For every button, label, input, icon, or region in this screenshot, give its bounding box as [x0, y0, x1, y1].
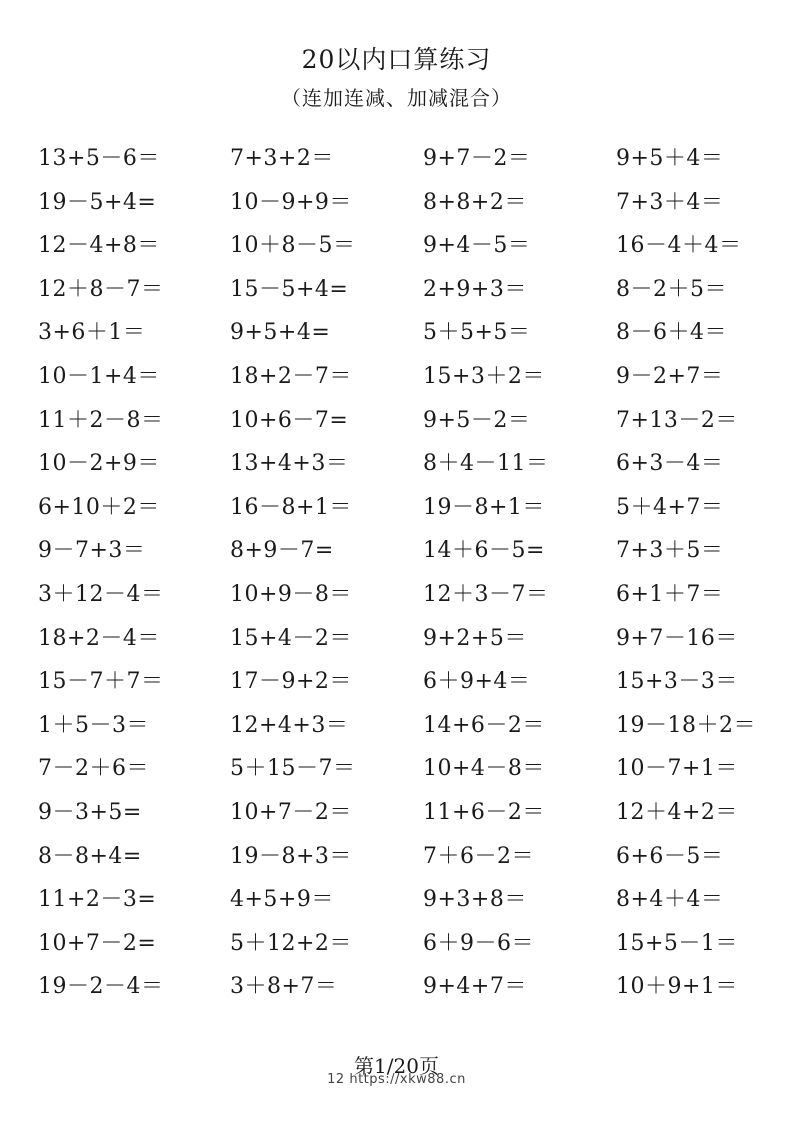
- math-problem: 11+6－2＝: [423, 799, 545, 825]
- math-problem: 7+3＋5＝: [616, 538, 724, 564]
- math-problem: 9－2+7＝: [616, 363, 724, 389]
- math-problem: 15+3＋2＝: [423, 363, 545, 389]
- math-problem: 15+3－3＝: [616, 669, 738, 695]
- math-problem: 9－3+5=: [38, 799, 142, 825]
- math-problem: 5＋4+7＝: [616, 494, 724, 520]
- math-problem: 6＋9－6＝: [423, 930, 534, 956]
- math-problem: 12＋4+2＝: [616, 799, 738, 825]
- math-problem: 8＋4－11＝: [423, 451, 549, 477]
- page-number: 第1/20页: [354, 1054, 439, 1078]
- math-problem: 5＋5+5＝: [423, 320, 531, 346]
- math-problem: 5＋15－7＝: [230, 756, 356, 782]
- math-problem: 9+5－2＝: [423, 407, 531, 433]
- math-problem: 9+5＋4＝: [616, 146, 724, 171]
- math-problem: 9+4－5＝: [423, 233, 531, 259]
- math-problem: 10－2+9＝: [38, 451, 160, 477]
- math-problem: 11+2－3=: [38, 887, 157, 913]
- math-problem: 18+2－4＝: [38, 625, 160, 651]
- page-title: 20以内口算练习: [301, 45, 492, 74]
- math-problem: 7+3＋4＝: [616, 189, 724, 215]
- math-problem: 9－7+3＝: [38, 538, 146, 564]
- math-problem: 10－7+1＝: [616, 756, 738, 782]
- math-problem: 3+6＋1＝: [38, 320, 146, 346]
- math-problem: 5＋12+2＝: [230, 930, 352, 956]
- math-problem: 16－4＋4＝: [616, 233, 742, 259]
- math-problem: 18+2－7＝: [230, 363, 352, 389]
- math-problem: 10＋8－5＝: [230, 233, 356, 259]
- math-problem: 9+7－16＝: [616, 625, 738, 651]
- math-problem: 11＋2－8＝: [38, 407, 164, 433]
- math-problem: 12＋3－7＝: [423, 581, 549, 607]
- math-problem: 1＋5－3＝: [38, 712, 149, 738]
- math-problem: 6+6－5＝: [616, 843, 724, 869]
- math-problem: 6+1＋7＝: [616, 581, 724, 607]
- math-problem: 15+4－2＝: [230, 625, 352, 651]
- math-problem: 8+9－7=: [230, 538, 334, 564]
- math-problem: 4+5+9＝: [230, 887, 334, 913]
- math-problem: 10－1+4＝: [38, 363, 160, 389]
- math-problem: 9+4+7＝: [423, 974, 527, 1000]
- math-problem: 10+6－7=: [230, 407, 349, 433]
- math-problem: 19－8+1＝: [423, 494, 545, 520]
- problem-grid: [38, 137, 778, 1009]
- math-problem: 7+13－2＝: [616, 407, 738, 433]
- math-problem: 9+5+4=: [230, 320, 331, 346]
- math-problem: 10+4－8＝: [423, 756, 545, 782]
- math-problem: 17－9+2＝: [230, 669, 352, 695]
- math-problem: 15+5－1＝: [616, 930, 738, 956]
- math-problem: 12+4+3＝: [230, 712, 349, 738]
- math-problem: 9+3+8＝: [423, 887, 527, 913]
- math-problem: 8+4＋4＝: [616, 887, 724, 913]
- math-problem: 19－2－4＝: [38, 974, 164, 1000]
- math-problem: 9+7－2＝: [423, 146, 531, 171]
- math-problem: 9+2+5＝: [423, 625, 527, 651]
- watermark-url: 12 https://xkw88.cn: [327, 1072, 466, 1087]
- math-problem: 7+3+2＝: [230, 146, 334, 171]
- math-problem: 19－5+4=: [38, 189, 157, 215]
- math-problem: 19－18＋2＝: [616, 712, 756, 738]
- math-problem: 7＋6－2＝: [423, 843, 534, 869]
- math-problem: 12－4+8＝: [38, 233, 160, 259]
- math-problem: 10＋9+1＝: [616, 974, 738, 1000]
- math-problem: 13+4+3＝: [230, 451, 349, 477]
- math-problem: 6＋9+4＝: [423, 669, 531, 695]
- math-problem: 14＋6－5=: [423, 538, 545, 564]
- math-problem: 15－5+4=: [230, 276, 349, 302]
- math-problem: 10+7－2=: [38, 930, 157, 956]
- math-problem: 8－2＋5＝: [616, 276, 727, 302]
- math-problem: 14+6－2＝: [423, 712, 545, 738]
- math-problem: 8－8+4=: [38, 843, 142, 869]
- math-problem: 10+9－8＝: [230, 581, 352, 607]
- math-problem: 6+10＋2＝: [38, 494, 160, 520]
- math-problem: 10+7－2＝: [230, 799, 352, 825]
- math-problem: 13+5－6＝: [38, 146, 160, 171]
- math-problem: 7－2＋6＝: [38, 756, 149, 782]
- math-problem: 16－8+1＝: [230, 494, 352, 520]
- math-problem: 12＋8－7＝: [38, 276, 164, 302]
- math-problem: 8－6＋4＝: [616, 320, 727, 346]
- math-problem: 3＋8+7＝: [230, 974, 338, 1000]
- math-problem: 15－7＋7＝: [38, 669, 164, 695]
- math-problem: 10－9+9＝: [230, 189, 352, 215]
- math-problem: 3＋12－4＝: [38, 581, 164, 607]
- page-subtitle: （连加连减、加减混合）: [281, 86, 512, 110]
- math-problem: 8+8+2＝: [423, 189, 527, 215]
- math-problem: 19－8+3＝: [230, 843, 352, 869]
- math-problem: 6+3－4＝: [616, 451, 724, 477]
- math-problem: 2+9+3＝: [423, 276, 527, 302]
